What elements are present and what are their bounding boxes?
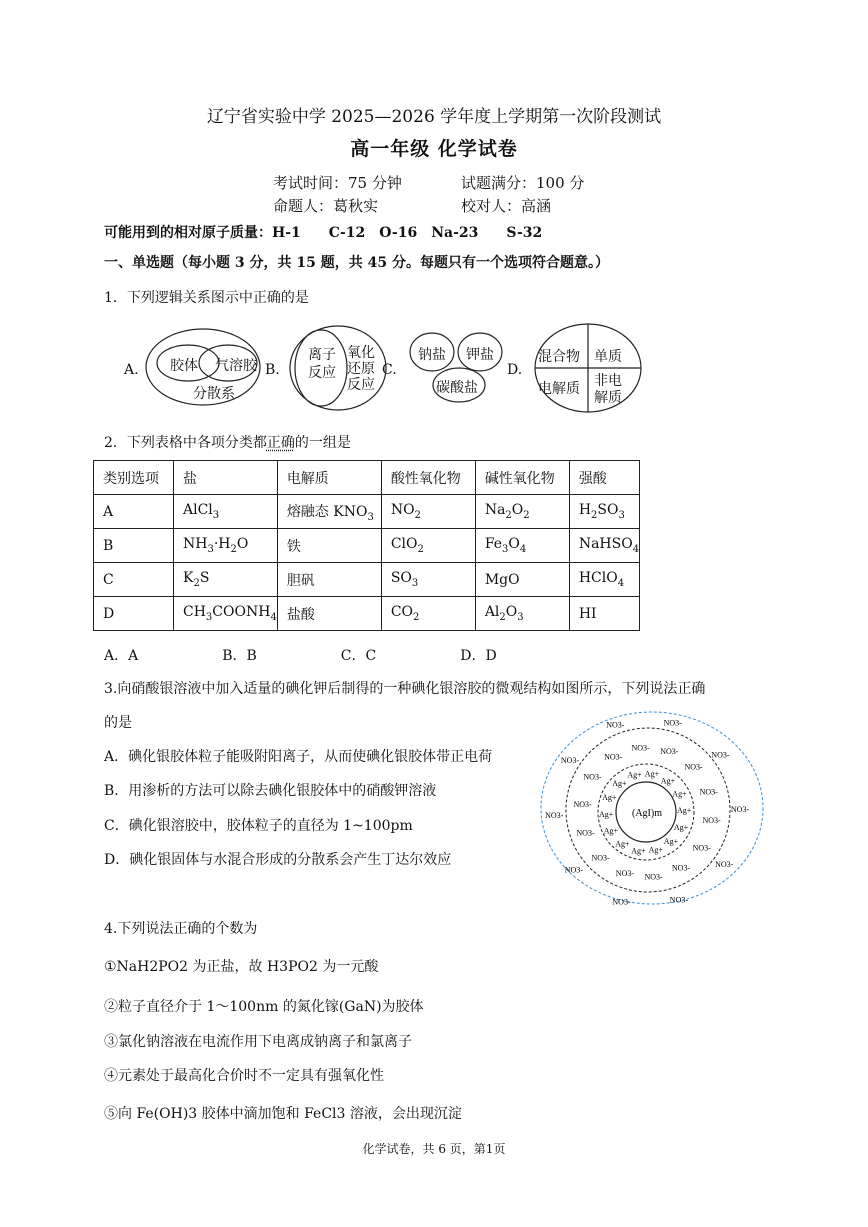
table-cell: $SO_3$	[381, 563, 475, 597]
exam-subtitle: 高一年级 化学试卷	[350, 138, 518, 160]
table-cell: AlCl$_3$	[174, 495, 278, 529]
nitrate-ion-label: NO3-	[604, 752, 623, 762]
q1-diagram-d	[533, 322, 643, 414]
ag-ion-label: Ag+	[631, 846, 646, 856]
q2-stem-emphasis: 正确	[266, 435, 295, 451]
table-cell: 胆矾	[277, 563, 381, 597]
table-cell: $CH_3COONH_4$	[174, 597, 278, 631]
nitrate-ion-label: NO3-	[692, 843, 711, 853]
table-row	[94, 563, 640, 597]
nitrate-ion-label: NO3-	[663, 718, 682, 728]
table-header-cell: 盐	[174, 461, 278, 495]
q1-c-sodium-salt: 钠盐	[418, 347, 446, 363]
ag-ion-label: Ag+	[673, 823, 689, 833]
table-cell: $Fe_3O_4$	[475, 529, 569, 563]
q3-stem-2: 的是	[104, 715, 132, 731]
nitrate-ion-label: NO3-	[612, 897, 631, 907]
q1-d-nonelectrolyte-2: 解质	[594, 390, 622, 406]
full-score: 试题满分：100 分	[461, 174, 585, 192]
q3-option-c: C．碘化银溶胶中，胶体粒子的直径为 1~100pm	[104, 818, 413, 834]
table-cell: $NO_2$	[381, 495, 475, 529]
table-header-cell: 强酸	[569, 461, 639, 495]
ag-ion-label: Ag+	[599, 809, 614, 819]
q2-classification-table	[93, 460, 640, 631]
table-row	[94, 495, 640, 529]
nitrate-ion-label: NO3-	[711, 750, 730, 760]
table-cell: 铁	[277, 529, 381, 563]
ag-ion-label: Ag+	[603, 826, 618, 836]
table-cell: 熔融态 $KNO_3$	[277, 495, 381, 529]
q1-option-d-label: D.	[507, 362, 523, 378]
table-header-row	[94, 461, 640, 495]
ag-ion-label: Ag+	[602, 792, 617, 802]
table-cell: A	[94, 495, 174, 529]
q4-statement-4: ④元素处于最高化合价时不一定具有强氧化性	[104, 1068, 384, 1084]
nitrate-ion-label: NO3-	[583, 772, 602, 782]
ag-ion-label: Ag+	[660, 776, 676, 786]
ag-ion-label: Ag+	[612, 778, 627, 788]
table-cell: HClO$_4$	[569, 563, 639, 597]
author: 命题人：葛秋实	[273, 197, 379, 215]
ag-ion-label: Ag+	[663, 837, 679, 847]
nitrate-ion-label: NO3-	[615, 869, 635, 879]
table-cell: HI	[569, 597, 639, 631]
q1-stem: 1．下列逻辑关系图示中正确的是	[104, 290, 309, 306]
nitrate-ion-label: NO3-	[715, 860, 734, 869]
table-cell: 盐酸	[277, 597, 381, 631]
q1-c-potassium-salt: 钾盐	[466, 347, 494, 363]
q1-b-redox-3: 反应	[347, 377, 375, 393]
q1-b-ion-2: 反应	[308, 365, 336, 381]
exam-time: 考试时间：75 分钟	[273, 174, 402, 192]
q4-statement-3: ③氯化钠溶液在电流作用下电离成钠离子和氯离子	[104, 1034, 412, 1050]
nitrate-ion-label: NO3-	[631, 743, 650, 753]
nitrate-ion-label: NO3-	[660, 746, 679, 756]
q1-d-nonelectrolyte-1: 非电	[594, 373, 622, 389]
table-header-cell: 类别选项	[94, 461, 174, 495]
exam-title: 辽宁省实验中学 2025—2026 学年度上学期第一次阶段测试	[206, 107, 662, 127]
q1-b-redox-2: 还原	[347, 361, 375, 377]
ag-ion-label: Ag+	[627, 770, 642, 780]
nitrate-ion-label: NO3-	[606, 720, 625, 730]
table-cell: $Na_2O_2$	[475, 495, 569, 529]
table-cell: ClO$_2$	[381, 529, 475, 563]
ag-ion-label: Ag+	[644, 769, 660, 779]
table-cell: $Al_2O_3$	[475, 597, 569, 631]
nitrate-ion-label: NO3-	[576, 828, 595, 838]
q1-diagrams	[120, 322, 665, 417]
q1-d-mixture: 混合物	[538, 349, 580, 365]
table-header-cell: 酸性氧化物	[381, 461, 475, 495]
proofreader: 校对人：高涵	[461, 197, 552, 215]
table-row	[94, 529, 640, 563]
nitrate-ion-label: NO3-	[684, 762, 703, 772]
q1-option-b-label: B.	[265, 362, 280, 378]
q4-statement-2: ②粒子直径介于 1～100nm 的氮化镓(GaN)为胶体	[104, 999, 424, 1015]
table-cell: D	[94, 597, 174, 631]
q4-statement-1: ①NaH2PO2 为正盐，故 H3PO2 为一元酸	[104, 959, 379, 975]
table-header-cell: 电解质	[277, 461, 381, 495]
nitrate-ion-label: NO3-	[545, 811, 564, 821]
table-cell: B	[94, 529, 174, 563]
q2-stem-post: 的一组是	[294, 435, 351, 451]
nitrate-ion-label: NO3-	[591, 853, 610, 863]
q1-a-dispersion: 分散系	[193, 386, 235, 402]
table-header-cell: 碱性氧化物	[475, 461, 569, 495]
q3-option-d: D．碘化银固体与水混合形成的分散系会产生丁达尔效应	[104, 852, 452, 868]
q1-option-a-label: A.	[124, 362, 139, 378]
nitrate-ion-label: NO3-	[730, 804, 750, 814]
q3-agi-micelle-diagram	[538, 708, 766, 908]
table-cell: $NH_3\cdot H_2O$	[174, 529, 278, 563]
table-cell: $K_2S$	[174, 563, 278, 597]
table-cell: MgO	[475, 563, 569, 597]
q1-a-colloid: 胶体	[170, 358, 198, 374]
q1-d-electrolyte: 电解质	[538, 381, 580, 397]
q3-stem-1: 3.向硝酸银溶液中加入适量的碘化钾后制得的一种碘化银溶胶的微观结构如图所示，下列说法正确	[104, 681, 706, 697]
nitrate-ion-label: NO3-	[699, 787, 718, 797]
table-cell: NaHSO$_4$	[569, 529, 639, 563]
q1-b-ion-1: 离子	[308, 347, 336, 363]
q3-option-b: B．用渗析的方法可以除去碘化银胶体中的硝酸钾溶液	[104, 783, 437, 799]
q1-option-c-label: C.	[382, 362, 397, 378]
nitrate-ion-label: NO3-	[671, 863, 691, 873]
nitrate-ion-label: NO3-	[669, 895, 689, 905]
nitrate-ion-label: NO3-	[564, 865, 583, 875]
nitrate-ion-label: NO3-	[644, 872, 663, 882]
q2-options: A．A B．B C．C D．D	[104, 648, 497, 664]
q1-b-redox-1: 氧化	[347, 345, 375, 361]
page-footer: 化学试卷，共 6 页，第1页	[362, 1142, 506, 1156]
ag-ion-label: Ag+	[677, 806, 692, 816]
table-row	[94, 597, 640, 631]
table-cell: $CO_2$	[381, 597, 475, 631]
table-cell: C	[94, 563, 174, 597]
q2-stem	[104, 432, 351, 452]
table-cell: $H_2SO_3$	[569, 495, 639, 529]
q1-a-aerosol: 气溶胶	[215, 358, 257, 374]
ag-ion-label: Ag+	[672, 789, 687, 799]
nitrate-ion-label: NO3-	[702, 816, 721, 826]
nitrate-ion-label: NO3-	[573, 799, 592, 809]
q2-stem-pre: 2．下列表格中各项分类都	[104, 435, 267, 451]
q4-stem: 4.下列说法正确的个数为	[104, 921, 258, 937]
section-heading: 一、单选题（每小题 3 分，共 15 题，共 45 分。每题只有一个选项符合题意。）	[104, 255, 609, 271]
atomic-mass-line: 可能用到的相对原子质量：H-1 C-12 O-16 Na-23 S-32	[104, 225, 543, 241]
q1-c-carbonate: 碳酸盐	[436, 380, 478, 396]
q1-d-element: 单质	[594, 349, 622, 365]
ag-ion-label: Ag+	[615, 839, 630, 849]
ag-ion-label: Ag+	[648, 845, 663, 855]
q3-option-a: A．碘化银胶体粒子能吸附阳离子，从而使碘化银胶体带正电荷	[104, 749, 493, 765]
q4-statement-5: ⑤向 Fe(OH)3 胶体中滴加饱和 FeCl3 溶液，会出现沉淀	[104, 1106, 462, 1122]
q3-core-label: (AgI)m	[632, 808, 662, 819]
nitrate-ion-label: NO3-	[560, 756, 580, 765]
